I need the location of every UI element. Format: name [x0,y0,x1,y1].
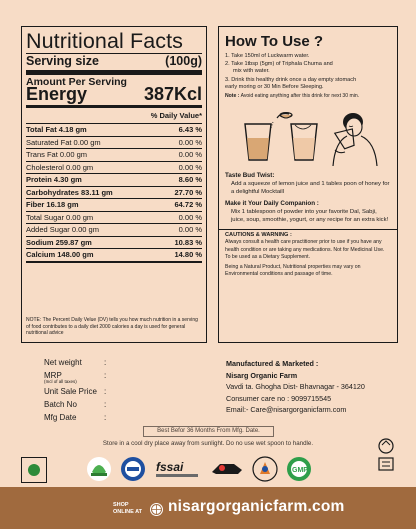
nutrient-row [26,199,202,212]
nutrient-row [26,149,202,162]
how-to-use-title: How To Use ? [225,33,324,50]
nutrient-label: Sodium 259.87 gm [26,237,92,247]
companion-text: Mix 1 tablespoon of powder into your favorite Dal, Sabji, juice, soup, smoothie, yogurt, or any recipe for an extra kick! [231,208,389,223]
nutrient-row [26,237,202,250]
nutrient-label: Saturated Fat 0.00 gm [26,137,101,147]
nutrient-label: Trans Fat 0.00 gm [26,150,87,159]
fssai-logo [154,457,202,481]
step-2: 2. Take 1tbsp (5gm) of Triphala Churna and [225,61,333,68]
nutrient-label: Total Fat 4.18 gm [26,125,87,134]
nutrient-dv: 14.80 % [174,250,202,259]
mfg-address: Vavdi ta. Ghogha Dist- Bhavnagar - 364120 [226,382,365,392]
nutrient-label: Cholesterol 0.00 gm [26,162,94,172]
nutrient-dv: 27.70 % [174,187,202,197]
caution-title: CAUTIONS & WARNING : [225,232,292,239]
nutrient-label: Calcium 148.00 gm [26,250,94,259]
organic-cert-icon [86,456,112,482]
nutrient-row [26,174,202,187]
nutrient-row [26,187,202,200]
serving-size [26,54,202,75]
energy-row [26,85,202,108]
nutrition-facts-panel [21,26,207,343]
nutrient-label: Carbohydrates 83.11 gm [26,187,113,197]
nutrient-dv: 0.00 % [178,137,202,147]
colon: : [104,371,107,380]
mrp-label: MRP [44,371,62,380]
batch-row [44,398,106,411]
gmp-cert-icon [286,456,312,482]
mrp-note: (Incl of all taxes) [44,379,77,384]
how-to-use-panel [218,26,398,343]
nutrition-title: Nutritional Facts [26,30,202,54]
note-label: Note : [225,93,240,100]
nutrient-dv: 6.43 % [178,125,202,134]
caution-text-2: Being a Natural Product, Nutritional properties may vary on Environmental conditions and passage of time. [225,264,361,278]
drinking-illustration [225,108,391,166]
nutrient-label: Total Sugar 0.00 gm [26,212,94,222]
nutrient-row [26,224,202,237]
best-before: Best Befor 36 Months From Mfg. Date. [143,426,274,437]
step-1: 1. Take 150ml of Luckwarm water. [225,53,310,59]
nutrient-rows [26,124,202,263]
mfg-date-row [44,411,106,424]
step-3-cont: early moring or 30 Min Before Sleeping. [225,83,324,90]
manufacturer-info [226,358,365,416]
serving-value: (100g) [165,54,202,68]
nutrient-row [26,137,202,150]
colon: : [104,400,107,409]
nutrient-dv: 10.83 % [174,237,202,247]
nutrient-row [26,212,202,225]
usage-steps [225,53,391,91]
energy-label: Energy [26,84,88,104]
batch-label: Batch No [44,400,77,409]
step-2-cont: mix with water. [233,68,270,75]
daily-value-header: % Daily Value* [26,108,202,124]
storage-instructions: Store in a cool dry place away from sunlight. Do no use wet spoon to handle. [102,440,314,447]
nutrient-dv: 8.60 % [178,175,202,184]
email: Email:- Care@nisargorganicfarm.com [226,405,347,415]
divider [219,229,397,230]
twist-title: Taste Bud Twist: [225,172,275,180]
companion-title: Make it Your Daily Companion : [225,199,319,207]
website-link[interactable]: nisargorganicfarm.com [168,498,345,515]
ayush-emblem-icon [252,456,278,482]
colon: : [104,413,107,422]
mfg-date-label: Mfg Date [44,413,77,422]
make-in-india-logo [210,458,244,480]
mfg-name: Nisarg Organic Farm [226,370,298,380]
nutrient-row [26,249,202,263]
nutrient-dv: 64.72 % [174,200,202,209]
unit-price-row [44,385,106,398]
colon: : [104,358,107,367]
usage-note [225,93,391,100]
caution-text-1: Always consult a health care practitioner prior to use if you have any health condition or are taking any medications. Not for Medicinal Use. To be used as a Dietary Supplement. [225,239,385,260]
caution-section [225,232,391,278]
energy-value: 387Kcl [143,84,202,104]
veg-mark-icon [21,457,47,483]
nutrient-row [26,162,202,175]
twist-text: Add a squeeze of lemon juice and 1 tables poon of honey for a delightful Mocktaill [231,181,390,196]
nutrient-row [26,124,202,137]
note-text: Avoid eating anything after this drink for next 30 min. [239,93,360,100]
glass-and-person-icon [225,108,393,166]
globe-icon [150,503,163,516]
mfg-heading: Manufactured & Marketed : [226,359,319,368]
shop-line-1: SHOP [113,502,129,508]
step-3: 3. Drink this healthy drink once a day empty stomach [225,76,357,83]
net-weight-row [44,356,106,369]
nutrient-dv: 0.00 % [178,225,202,234]
nutrient-label: Added Sugar 0.00 gm [26,225,99,234]
certification-logos [86,454,312,484]
shop-line-2: ONLINE AT [113,508,143,515]
iso-cert-icon [120,456,146,482]
svg-text:GMP: GMP [292,467,308,474]
serving-label: Serving size [26,54,99,68]
consumer-care: Consumer care no : 9099715545 [226,393,332,403]
nutrient-dv: 0.00 % [178,212,202,222]
shop-online-label [113,502,142,515]
recycle-icon [376,437,396,475]
amount-per-serving: Amount Per Serving [26,76,127,88]
product-details [44,356,106,424]
nutrient-dv: 0.00 % [178,162,202,172]
dv-note: NOTE: The Percent Daily Velue (DV) tells you how much nutrition in a serving of food contributes to a daily diet 2000 calories a day is used for general nutritional advice [26,317,198,337]
svg-text:fssai: fssai [156,460,184,474]
net-weight-label: Net weight [44,358,82,367]
nutrient-dv: 0.00 % [178,150,202,159]
nutrient-label: Fiber 16.18 gm [26,200,79,209]
nutrient-label: Protein 4.30 gm [26,175,82,184]
unit-price-label: Unit Sale Price [44,387,97,396]
colon: : [104,387,107,396]
